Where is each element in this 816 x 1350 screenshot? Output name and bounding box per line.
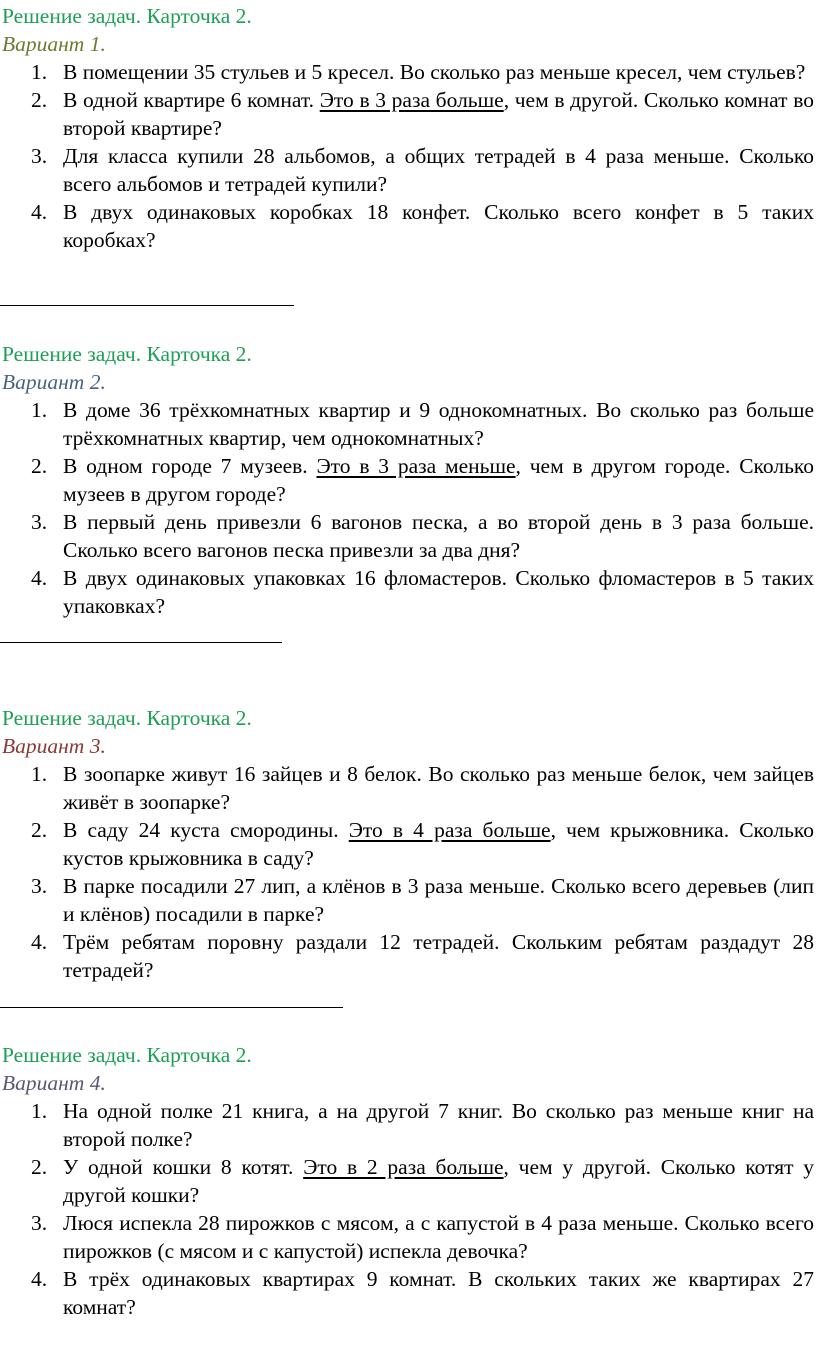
task-item — [0, 872, 816, 928]
task-text: У одной кошки 8 котят. — [63, 1155, 304, 1179]
task-text: В двух одинаковых упаковках 16 фломастеров. Сколько фломастеров в 5 таких упаковках? — [63, 566, 814, 618]
variant-label: Вариант 2. — [2, 370, 106, 394]
task-list — [0, 58, 816, 254]
task-list — [0, 760, 816, 984]
task-number: 2. — [31, 454, 48, 478]
task-text-rest: , чем у другой. Сколько котят у другой кошки? — [63, 1155, 815, 1207]
card-title: Решение задач. Карточка 2. — [2, 706, 252, 730]
task-number: 1. — [31, 1099, 48, 1123]
card-title: Решение задач. Карточка 2. — [2, 1043, 252, 1067]
task-underlined-phrase: Это в 3 раза меньше — [316, 454, 516, 478]
task-text: В помещении 35 стульев и 5 кресел. Во сколько раз меньше кресел, чем стульев? — [63, 60, 806, 84]
task-item — [0, 760, 816, 816]
task-number: 1. — [31, 398, 48, 422]
task-item — [0, 452, 816, 508]
card-variant-1 — [0, 2, 816, 254]
task-number: 2. — [31, 1155, 48, 1179]
task-list — [0, 396, 816, 620]
task-text: В зоопарке живут 16 зайцев и 8 белок. Во сколько раз меньше белок, чем зайцев живёт в зоопарке? — [63, 762, 814, 814]
task-number: 2. — [31, 818, 48, 842]
task-number: 4. — [31, 1267, 48, 1291]
task-number: 4. — [31, 200, 48, 224]
task-item — [0, 142, 816, 198]
task-item — [0, 1097, 816, 1153]
card-variant-2 — [0, 340, 816, 620]
task-text: Трём ребятам поровну раздали 12 тетрадей. Скольким ребятам раздадут 28 тетрадей? — [63, 930, 814, 982]
task-underlined-phrase: Это в 4 раза больше — [348, 818, 551, 842]
task-item — [0, 564, 816, 620]
variant-label: Вариант 3. — [2, 734, 106, 758]
card-title: Решение задач. Карточка 2. — [2, 4, 252, 28]
task-number: 1. — [31, 60, 48, 84]
card-variant-3 — [0, 704, 816, 984]
task-text: В одной квартире 6 комнат. — [63, 88, 320, 112]
task-number: 3. — [31, 144, 48, 168]
task-text: Люся испекла 28 пирожков с мясом, а с капустой в 4 раза меньше. Сколько всего пирожков (с мясом и с капустой) испекла девочка? — [63, 1211, 814, 1263]
task-number: 4. — [31, 566, 48, 590]
card-title: Решение задач. Карточка 2. — [2, 342, 252, 366]
cut-line — [0, 1007, 343, 1008]
task-text: В одном городе 7 музеев. — [63, 454, 317, 478]
task-number: 2. — [31, 88, 48, 112]
task-item — [0, 396, 816, 452]
task-text-rest: , чем в другом городе. Сколько музеев в другом городе? — [63, 454, 815, 506]
task-text: В двух одинаковых коробках 18 конфет. Сколько всего конфет в 5 таких коробках? — [63, 200, 814, 252]
cut-line — [0, 642, 282, 643]
task-item — [0, 58, 816, 86]
task-number: 4. — [31, 930, 48, 954]
task-item — [0, 198, 816, 254]
task-text: Для класса купили 28 альбомов, а общих тетрадей в 4 раза меньше. Сколько всего альбомов и тетрадей купили? — [63, 144, 814, 196]
task-item — [0, 1265, 816, 1321]
task-item — [0, 816, 816, 872]
task-item — [0, 1153, 816, 1209]
task-text: В саду 24 куста смородины. — [63, 818, 349, 842]
task-item — [0, 1209, 816, 1265]
task-text-rest: , чем крыжовника. Сколько кустов крыжовника в саду? — [63, 818, 815, 870]
task-text: На одной полке 21 книга, а на другой 7 книг. Во сколько раз меньше книг на второй полке? — [63, 1099, 814, 1151]
task-item — [0, 86, 816, 142]
task-underlined-phrase: Это в 3 раза больше — [319, 88, 504, 112]
task-text-rest: , чем в другой. Сколько комнат во второй квартире? — [63, 88, 814, 140]
card-variant-4 — [0, 1041, 816, 1321]
variant-label: Вариант 4. — [2, 1071, 106, 1095]
task-text: В доме 36 трёхкомнатных квартир и 9 однокомнатных. Во сколько раз больше трёхкомнатных квартир, чем однокомнатных? — [63, 398, 814, 450]
task-underlined-phrase: Это в 2 раза больше — [303, 1155, 504, 1179]
task-text: В первый день привезли 6 вагонов песка, а во второй день в 3 раза больше. Сколько всего вагонов песка привезли за два дня? — [63, 510, 814, 562]
task-text: В парке посадили 27 лип, а клёнов в 3 раза меньше. Сколько всего деревьев (лип и клёнов) посадили в парке? — [63, 874, 814, 926]
task-number: 1. — [31, 762, 48, 786]
task-text: В трёх одинаковых квартирах 9 комнат. В скольких таких же квартирах 27 комнат? — [63, 1267, 814, 1319]
task-number: 3. — [31, 1211, 48, 1235]
cut-line — [0, 305, 294, 306]
variant-label: Вариант 1. — [2, 32, 106, 56]
task-item — [0, 508, 816, 564]
task-number: 3. — [31, 510, 48, 534]
task-number: 3. — [31, 874, 48, 898]
task-list — [0, 1097, 816, 1321]
task-item — [0, 928, 816, 984]
